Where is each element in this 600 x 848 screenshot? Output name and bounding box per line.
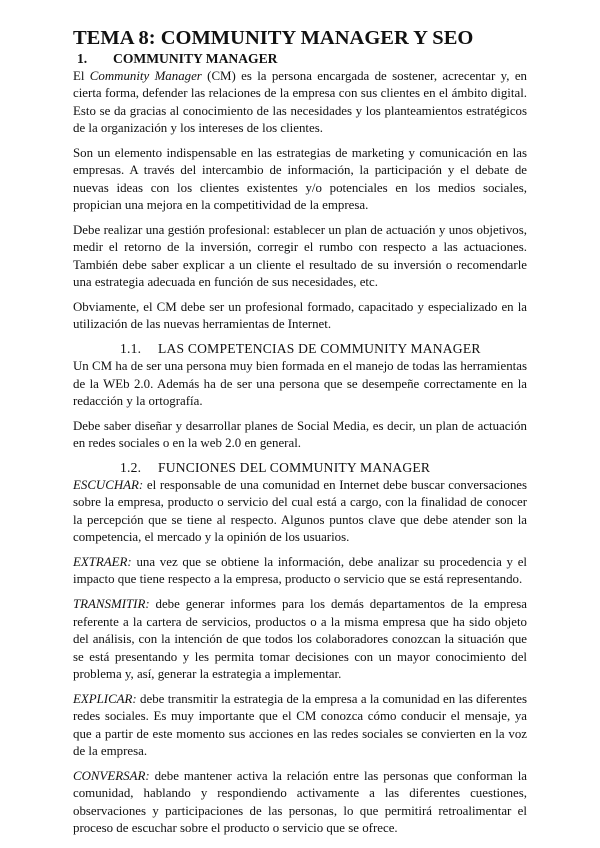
function-conversar — [73, 768, 527, 838]
subsection-title: LAS COMPETENCIAS DE COMMUNITY MANAGER — [158, 341, 481, 357]
function-term: EXTRAER: — [73, 555, 132, 570]
emphasis-term: Community Manager — [89, 69, 202, 83]
function-term: ESCUCHAR: — [73, 478, 144, 493]
function-term: TRANSMITIR: — [73, 597, 150, 612]
function-text: debe transmitir la estrategia de la empresa a la comunidad en las diferentes redes sociales. Es muy importante que el CM conozca cómo conducir el mensaje, ya que a partir de este momento sus acciones en las redes sociales se convierten en la voz de la empresa. — [73, 691, 527, 758]
subsection-heading-1-1 — [73, 341, 527, 356]
function-extraer — [73, 554, 527, 589]
function-term: CONVERSAR: — [73, 768, 150, 783]
section-title: COMMUNITY MANAGER — [113, 51, 278, 66]
document-title: TEMA 8: COMMUNITY MANAGER Y SEO — [73, 27, 474, 49]
paragraph: Obviamente, el CM debe ser un profesional formado, capacitado y especializado en la utilización de las nuevas herramientas de Internet. — [73, 300, 527, 332]
subsection-heading-1-2 — [73, 460, 527, 475]
function-text: una vez que se obtiene la información, debe analizar su procedencia y el impacto que tiene respecto a la empresa, producto o servicio que se está representando. — [73, 555, 527, 587]
function-text: debe mantener activa la relación entre las personas que conforman la comunidad, hablando y respondiendo activamente a las diferentes cuestiones, observaciones y participaciones de las personas, lo que permitirá retroalimentar el proceso de escuchar sobre el producto o servicio que se ofrece. — [73, 768, 527, 835]
function-text: debe generar informes para los demás departamentos de la empresa referente a la cartera de servicios, productos o a la misma empresa que ha sido objeto del análisis, con la intención de que todos los colaboradores conozcan la situación que se está presentando y les permita tomar decisiones con un mayor conocimiento del problema y, así, generar la estrategia a implementar. — [73, 597, 527, 681]
subsection-number: 1.1. — [120, 341, 142, 357]
function-term: EXPLICAR: — [73, 691, 137, 706]
section-number: 1. — [77, 51, 88, 66]
subsection-title: FUNCIONES DEL COMMUNITY MANAGER — [158, 460, 431, 476]
function-text: el responsable de una comunidad en Internet debe buscar conversaciones sobre la empresa, producto o servicio del cual está a cargo, con la finalidad de conocer la percepción que se tiene al respecto. Algunos puntos clave que debe atender son la competencia, el mercado y la opinión de los usuarios. — [73, 478, 527, 545]
subsection-number: 1.2. — [120, 460, 142, 476]
function-transmitir — [73, 596, 527, 683]
paragraph-intro — [73, 68, 527, 138]
paragraph: Son un elemento indispensable en las estrategias de marketing y comunicación en las empresas. A través del intercambio de información, la participación y el debate de nuevas ideas con los clientes existentes y/o potenciales en los medios sociales, propician una mejora en la competitividad de la empresa. — [73, 146, 527, 213]
paragraph: Debe saber diseñar y desarrollar planes de Social Media, es decir, un plan de actuación en redes sociales o en la web 2.0 en general. — [73, 418, 527, 451]
paragraph: Debe realizar una gestión profesional: establecer un plan de actuación y unos objetivos, medir el retorno de la inversión, corregir el rumbo con respecto a las actuaciones. También debe saber explicar a un cliente el resultado de su inversión o recomendarle una estrategia adecuada en función de sus necesidades, etc. — [73, 223, 527, 290]
section-heading-1 — [73, 51, 527, 66]
paragraph: Un CM ha de ser una persona muy bien formada en el manejo de todas las herramientas de la WEb 2.0. Además ha de ser una persona que se desempeñe correctamente en la redacción y la ortografía. — [73, 359, 527, 409]
paragraph-text: (CM) es la persona encargada de sostener, acrecentar y, en cierta forma, defender las relaciones de la empresa con sus clientes en el ámbito digital. Esto se da gracias al conocimiento de las necesidades y los planteamientos estratégicos de la organización y los intereses de los clientes. — [73, 69, 527, 136]
paragraph-text: El — [73, 69, 90, 83]
function-escuchar — [73, 477, 527, 547]
function-explicar — [73, 691, 527, 761]
